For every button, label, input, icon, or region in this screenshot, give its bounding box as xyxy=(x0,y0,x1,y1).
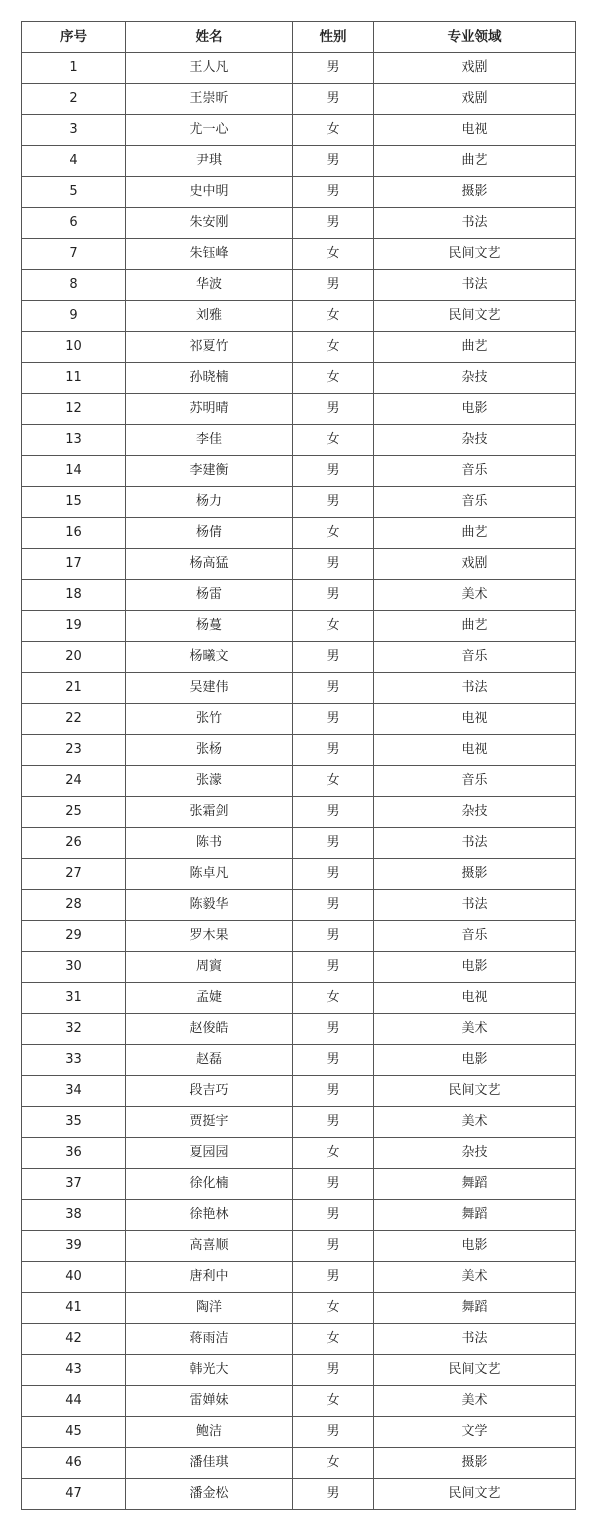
cell-name: 赵磊 xyxy=(126,1045,293,1076)
table-row xyxy=(22,1479,576,1510)
cell-name: 尤一心 xyxy=(126,115,293,146)
cell-gender: 男 xyxy=(293,1169,374,1200)
cell-gender: 男 xyxy=(293,1200,374,1231)
table-row xyxy=(22,1169,576,1200)
table-row xyxy=(22,735,576,766)
cell-name: 王崇昕 xyxy=(126,84,293,115)
cell-name: 潘金松 xyxy=(126,1479,293,1510)
cell-field: 电影 xyxy=(374,394,576,425)
cell-name: 朱钰峰 xyxy=(126,239,293,270)
cell-no: 18 xyxy=(22,580,126,611)
table-row xyxy=(22,53,576,84)
member-table-container xyxy=(21,21,575,1510)
cell-name: 韩光大 xyxy=(126,1355,293,1386)
cell-field: 书法 xyxy=(374,1324,576,1355)
cell-field: 民间文艺 xyxy=(374,1355,576,1386)
table-row xyxy=(22,952,576,983)
cell-name: 杨雷 xyxy=(126,580,293,611)
cell-name: 杨蔓 xyxy=(126,611,293,642)
cell-gender: 女 xyxy=(293,766,374,797)
cell-no: 20 xyxy=(22,642,126,673)
table-row xyxy=(22,1386,576,1417)
cell-gender: 女 xyxy=(293,1448,374,1479)
cell-gender: 男 xyxy=(293,828,374,859)
cell-gender: 男 xyxy=(293,1076,374,1107)
header-no: 序号 xyxy=(22,22,126,53)
cell-gender: 男 xyxy=(293,580,374,611)
cell-name: 陈卓凡 xyxy=(126,859,293,890)
table-row xyxy=(22,549,576,580)
cell-name: 杨倩 xyxy=(126,518,293,549)
header-gender: 性别 xyxy=(293,22,374,53)
cell-gender: 女 xyxy=(293,425,374,456)
cell-name: 赵俊皓 xyxy=(126,1014,293,1045)
cell-name: 陈毅华 xyxy=(126,890,293,921)
cell-gender: 男 xyxy=(293,1045,374,1076)
cell-no: 37 xyxy=(22,1169,126,1200)
cell-field: 电视 xyxy=(374,983,576,1014)
cell-name: 蒋雨洁 xyxy=(126,1324,293,1355)
cell-gender: 女 xyxy=(293,115,374,146)
table-row xyxy=(22,983,576,1014)
table-row xyxy=(22,673,576,704)
cell-field: 音乐 xyxy=(374,487,576,518)
cell-gender: 男 xyxy=(293,456,374,487)
table-row xyxy=(22,518,576,549)
table-row xyxy=(22,1293,576,1324)
cell-no: 38 xyxy=(22,1200,126,1231)
table-row xyxy=(22,425,576,456)
cell-field: 音乐 xyxy=(374,456,576,487)
cell-name: 吴建伟 xyxy=(126,673,293,704)
cell-no: 28 xyxy=(22,890,126,921)
cell-gender: 男 xyxy=(293,673,374,704)
cell-name: 张霜剑 xyxy=(126,797,293,828)
table-row xyxy=(22,1355,576,1386)
cell-gender: 男 xyxy=(293,890,374,921)
cell-field: 音乐 xyxy=(374,642,576,673)
table-row xyxy=(22,456,576,487)
cell-gender: 女 xyxy=(293,1324,374,1355)
cell-no: 6 xyxy=(22,208,126,239)
cell-no: 23 xyxy=(22,735,126,766)
table-header xyxy=(22,22,576,53)
cell-no: 5 xyxy=(22,177,126,208)
cell-no: 1 xyxy=(22,53,126,84)
cell-no: 27 xyxy=(22,859,126,890)
cell-gender: 男 xyxy=(293,208,374,239)
table-row xyxy=(22,828,576,859)
cell-no: 12 xyxy=(22,394,126,425)
cell-gender: 男 xyxy=(293,177,374,208)
cell-no: 41 xyxy=(22,1293,126,1324)
cell-field: 民间文艺 xyxy=(374,1076,576,1107)
cell-no: 3 xyxy=(22,115,126,146)
cell-no: 8 xyxy=(22,270,126,301)
cell-name: 杨高猛 xyxy=(126,549,293,580)
cell-gender: 女 xyxy=(293,363,374,394)
cell-no: 21 xyxy=(22,673,126,704)
cell-field: 民间文艺 xyxy=(374,239,576,270)
cell-field: 杂技 xyxy=(374,425,576,456)
table-row xyxy=(22,146,576,177)
cell-name: 祁夏竹 xyxy=(126,332,293,363)
cell-name: 夏园园 xyxy=(126,1138,293,1169)
cell-name: 杨曦文 xyxy=(126,642,293,673)
cell-gender: 女 xyxy=(293,1386,374,1417)
cell-no: 36 xyxy=(22,1138,126,1169)
cell-field: 书法 xyxy=(374,828,576,859)
cell-gender: 男 xyxy=(293,487,374,518)
cell-field: 曲艺 xyxy=(374,332,576,363)
cell-no: 31 xyxy=(22,983,126,1014)
cell-field: 音乐 xyxy=(374,921,576,952)
cell-name: 陶洋 xyxy=(126,1293,293,1324)
table-row xyxy=(22,332,576,363)
cell-gender: 男 xyxy=(293,549,374,580)
cell-name: 唐利中 xyxy=(126,1262,293,1293)
cell-field: 书法 xyxy=(374,890,576,921)
cell-field: 电影 xyxy=(374,1045,576,1076)
cell-name: 苏明晴 xyxy=(126,394,293,425)
header-field: 专业领域 xyxy=(374,22,576,53)
table-row xyxy=(22,1014,576,1045)
cell-field: 舞蹈 xyxy=(374,1293,576,1324)
cell-name: 刘雅 xyxy=(126,301,293,332)
cell-field: 民间文艺 xyxy=(374,1479,576,1510)
cell-no: 4 xyxy=(22,146,126,177)
table-row xyxy=(22,1076,576,1107)
table-row xyxy=(22,890,576,921)
table-row xyxy=(22,301,576,332)
cell-gender: 男 xyxy=(293,270,374,301)
cell-name: 贾挺宇 xyxy=(126,1107,293,1138)
cell-gender: 女 xyxy=(293,239,374,270)
cell-no: 11 xyxy=(22,363,126,394)
cell-no: 9 xyxy=(22,301,126,332)
table-row xyxy=(22,1107,576,1138)
cell-field: 摄影 xyxy=(374,859,576,890)
cell-gender: 女 xyxy=(293,301,374,332)
cell-no: 25 xyxy=(22,797,126,828)
cell-field: 书法 xyxy=(374,208,576,239)
cell-name: 史中明 xyxy=(126,177,293,208)
cell-no: 14 xyxy=(22,456,126,487)
table-row xyxy=(22,921,576,952)
cell-field: 曲艺 xyxy=(374,611,576,642)
cell-gender: 男 xyxy=(293,394,374,425)
table-row xyxy=(22,704,576,735)
table-row xyxy=(22,1200,576,1231)
cell-gender: 男 xyxy=(293,952,374,983)
cell-no: 24 xyxy=(22,766,126,797)
cell-no: 33 xyxy=(22,1045,126,1076)
cell-gender: 女 xyxy=(293,611,374,642)
cell-no: 7 xyxy=(22,239,126,270)
cell-gender: 女 xyxy=(293,1293,374,1324)
cell-gender: 男 xyxy=(293,797,374,828)
cell-field: 民间文艺 xyxy=(374,301,576,332)
table-row xyxy=(22,363,576,394)
cell-gender: 男 xyxy=(293,642,374,673)
table-row xyxy=(22,270,576,301)
cell-no: 30 xyxy=(22,952,126,983)
cell-no: 40 xyxy=(22,1262,126,1293)
cell-field: 杂技 xyxy=(374,1138,576,1169)
cell-field: 美术 xyxy=(374,1386,576,1417)
cell-field: 书法 xyxy=(374,673,576,704)
cell-gender: 男 xyxy=(293,1479,374,1510)
cell-no: 35 xyxy=(22,1107,126,1138)
cell-no: 39 xyxy=(22,1231,126,1262)
table-row xyxy=(22,611,576,642)
cell-field: 美术 xyxy=(374,1262,576,1293)
member-table xyxy=(21,21,576,1510)
table-row xyxy=(22,1231,576,1262)
cell-field: 舞蹈 xyxy=(374,1200,576,1231)
cell-gender: 男 xyxy=(293,53,374,84)
cell-name: 高喜顺 xyxy=(126,1231,293,1262)
cell-name: 王人凡 xyxy=(126,53,293,84)
table-row xyxy=(22,1045,576,1076)
header-row xyxy=(22,22,576,53)
cell-gender: 男 xyxy=(293,1014,374,1045)
cell-name: 陈书 xyxy=(126,828,293,859)
cell-field: 杂技 xyxy=(374,363,576,394)
cell-no: 32 xyxy=(22,1014,126,1045)
table-row xyxy=(22,859,576,890)
cell-no: 47 xyxy=(22,1479,126,1510)
cell-gender: 男 xyxy=(293,704,374,735)
cell-field: 摄影 xyxy=(374,177,576,208)
cell-no: 2 xyxy=(22,84,126,115)
cell-gender: 女 xyxy=(293,1138,374,1169)
cell-field: 摄影 xyxy=(374,1448,576,1479)
cell-name: 李佳 xyxy=(126,425,293,456)
cell-gender: 男 xyxy=(293,1231,374,1262)
cell-field: 曲艺 xyxy=(374,518,576,549)
cell-field: 美术 xyxy=(374,580,576,611)
cell-field: 美术 xyxy=(374,1107,576,1138)
cell-field: 舞蹈 xyxy=(374,1169,576,1200)
cell-gender: 女 xyxy=(293,332,374,363)
cell-name: 徐艳林 xyxy=(126,1200,293,1231)
header-name: 姓名 xyxy=(126,22,293,53)
cell-field: 戏剧 xyxy=(374,84,576,115)
cell-field: 音乐 xyxy=(374,766,576,797)
cell-field: 电视 xyxy=(374,735,576,766)
cell-name: 潘佳琪 xyxy=(126,1448,293,1479)
cell-field: 美术 xyxy=(374,1014,576,1045)
cell-name: 杨力 xyxy=(126,487,293,518)
cell-no: 16 xyxy=(22,518,126,549)
cell-no: 44 xyxy=(22,1386,126,1417)
cell-gender: 男 xyxy=(293,84,374,115)
cell-no: 43 xyxy=(22,1355,126,1386)
table-row xyxy=(22,797,576,828)
cell-field: 杂技 xyxy=(374,797,576,828)
table-body xyxy=(22,53,576,1510)
cell-name: 尹琪 xyxy=(126,146,293,177)
cell-no: 22 xyxy=(22,704,126,735)
table-row xyxy=(22,394,576,425)
cell-field: 电影 xyxy=(374,1231,576,1262)
cell-name: 段吉巧 xyxy=(126,1076,293,1107)
cell-gender: 女 xyxy=(293,518,374,549)
table-row xyxy=(22,177,576,208)
cell-no: 15 xyxy=(22,487,126,518)
table-row xyxy=(22,642,576,673)
cell-gender: 男 xyxy=(293,1417,374,1448)
cell-field: 戏剧 xyxy=(374,53,576,84)
cell-field: 电视 xyxy=(374,704,576,735)
cell-no: 10 xyxy=(22,332,126,363)
cell-no: 42 xyxy=(22,1324,126,1355)
cell-name: 张竹 xyxy=(126,704,293,735)
cell-name: 徐化楠 xyxy=(126,1169,293,1200)
cell-no: 34 xyxy=(22,1076,126,1107)
cell-name: 鲍洁 xyxy=(126,1417,293,1448)
table-row xyxy=(22,208,576,239)
cell-gender: 男 xyxy=(293,1107,374,1138)
cell-field: 文学 xyxy=(374,1417,576,1448)
cell-name: 华波 xyxy=(126,270,293,301)
cell-no: 29 xyxy=(22,921,126,952)
cell-field: 书法 xyxy=(374,270,576,301)
cell-gender: 男 xyxy=(293,1355,374,1386)
table-row xyxy=(22,1138,576,1169)
table-row xyxy=(22,766,576,797)
cell-name: 朱安刚 xyxy=(126,208,293,239)
cell-field: 戏剧 xyxy=(374,549,576,580)
cell-no: 17 xyxy=(22,549,126,580)
table-row xyxy=(22,1262,576,1293)
table-row xyxy=(22,84,576,115)
table-row xyxy=(22,1417,576,1448)
table-row xyxy=(22,580,576,611)
cell-field: 电视 xyxy=(374,115,576,146)
table-row xyxy=(22,239,576,270)
cell-no: 19 xyxy=(22,611,126,642)
cell-gender: 男 xyxy=(293,1262,374,1293)
cell-gender: 男 xyxy=(293,735,374,766)
cell-name: 孙晓楠 xyxy=(126,363,293,394)
cell-no: 26 xyxy=(22,828,126,859)
cell-field: 曲艺 xyxy=(374,146,576,177)
table-row xyxy=(22,115,576,146)
cell-gender: 女 xyxy=(293,983,374,1014)
cell-gender: 男 xyxy=(293,921,374,952)
table-row xyxy=(22,1448,576,1479)
cell-field: 电影 xyxy=(374,952,576,983)
cell-name: 张杨 xyxy=(126,735,293,766)
cell-no: 45 xyxy=(22,1417,126,1448)
cell-name: 李建衡 xyxy=(126,456,293,487)
cell-name: 雷婵妹 xyxy=(126,1386,293,1417)
cell-no: 13 xyxy=(22,425,126,456)
cell-name: 周賨 xyxy=(126,952,293,983)
cell-name: 罗木果 xyxy=(126,921,293,952)
cell-name: 孟婕 xyxy=(126,983,293,1014)
cell-gender: 男 xyxy=(293,146,374,177)
table-row xyxy=(22,1324,576,1355)
cell-no: 46 xyxy=(22,1448,126,1479)
cell-gender: 男 xyxy=(293,859,374,890)
cell-name: 张濛 xyxy=(126,766,293,797)
table-row xyxy=(22,487,576,518)
